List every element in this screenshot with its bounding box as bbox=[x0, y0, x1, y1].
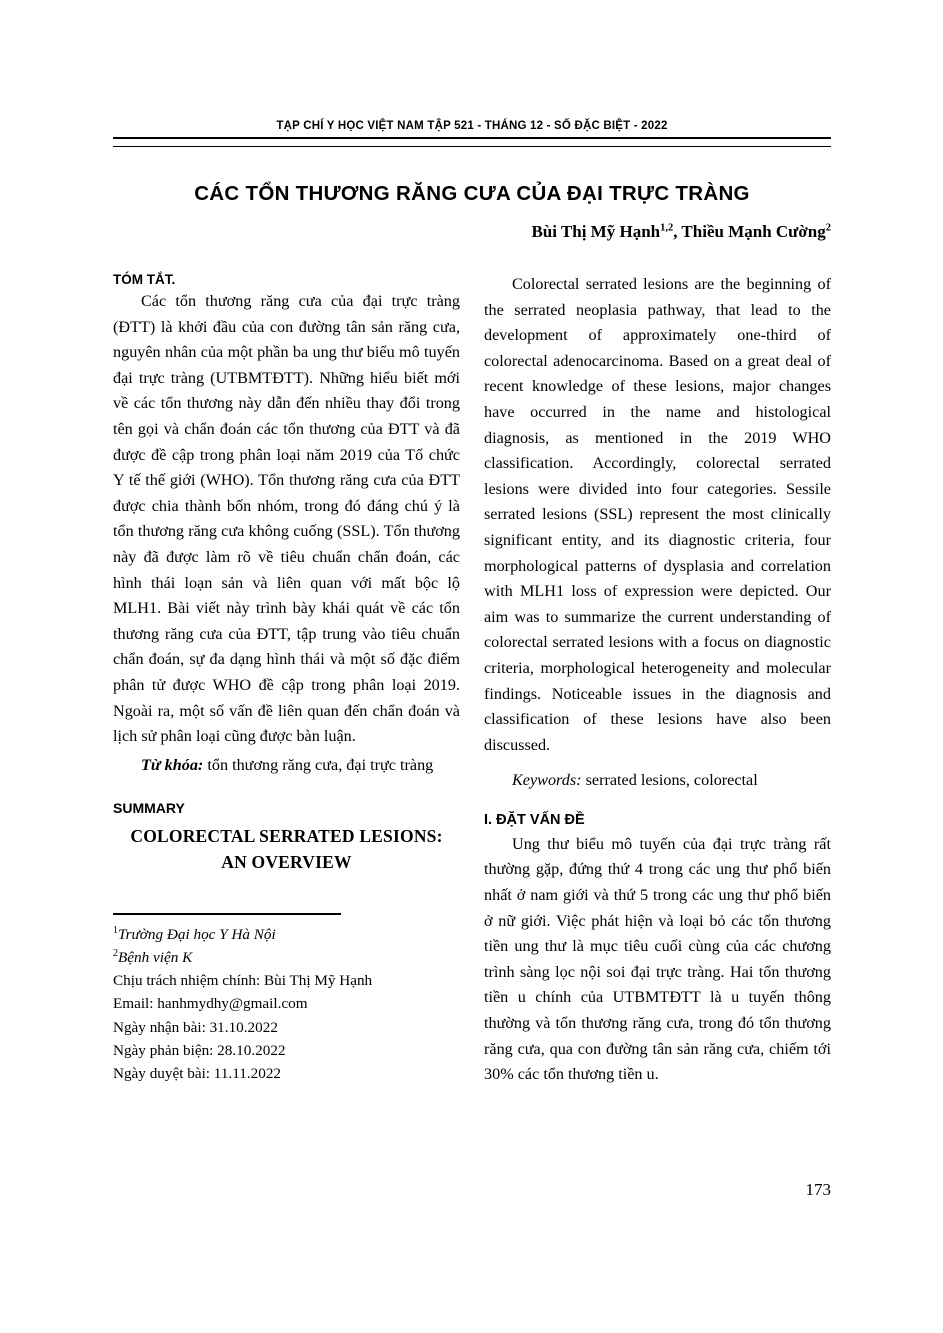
date-received: Ngày nhận bài: 31.10.2022 bbox=[113, 1018, 278, 1036]
right-column bbox=[484, 272, 831, 1088]
affiliation-1-text: Trường Đại học Y Hà Nội bbox=[118, 926, 276, 944]
summary-label: SUMMARY bbox=[113, 800, 185, 817]
corresponding-author: Chịu trách nhiệm chính: Bùi Thị Mỹ Hạnh bbox=[113, 972, 373, 990]
summary-title-line1: COLORECTAL SERRATED LESIONS: bbox=[130, 826, 443, 847]
abstract-en: Colorectal serrated lesions are the beginning of the serrated neoplasia pathway, that lead to the development of approximately one-third of colorectal adenocarcinoma. Based on a great deal of recent knowledge of these lesions, major changes have occurred in the name and histological diagnosis, as mentioned in the 2019 WHO classification. Accordingly, colorectal serrated lesions were divided into four categories. Sessile serrated lesions (SSL) represent the most clinically significant entity, and its diagnostic criteria, four morphological patterns of dysplasia and correlation with MLH1 loss of expression were depicted. Our aim was to summarize the current understanding of colorectal serrated lesions with a focus on diagnostic criteria, morphological heterogeneity and molecular findings. Noticeable issues in the diagnosis and classification of these lesions have also been discussed. bbox=[484, 275, 831, 754]
abstract-label: TÓM TẮT. bbox=[113, 272, 176, 287]
header-rule-thin bbox=[113, 146, 831, 147]
left-column bbox=[113, 272, 460, 1085]
date-accepted: Ngày duyệt bài: 11.11.2022 bbox=[113, 1064, 282, 1082]
section-heading-introduction: I. ĐẶT VẤN ĐỀ bbox=[484, 811, 585, 828]
footnote-block bbox=[113, 923, 460, 1085]
running-head: TẠP CHÍ Y HỌC VIỆT NAM TẬP 521 - THÁNG 12 - SỐ ĐẶC BIỆT - 2022 bbox=[276, 120, 668, 132]
keywords-en bbox=[484, 768, 831, 794]
affiliation-2 bbox=[113, 946, 460, 969]
summary-title-line2: AN OVERVIEW bbox=[221, 851, 352, 872]
introduction-text: Ung thư biểu mô tuyến của đại trực tràng rất thường gặp, đứng thứ 4 trong các ung thư phổ biến nhất ở nam giới và thứ 5 trong các ung thư phổ biến ở nữ giới. Việc phát hiện và loại bỏ các tổn thương tiền ung thư là mục tiêu cuối cùng của các chương trình sàng lọc nội soi đại trực tràng. Hai tổn thương tiền u chính của UTBMTĐTT là u tuyến thông thường và tổn thương răng cưa, trong đó tổn thương răng cưa, qua con đường tân sản răng cưa, chiếm tới 30% các tổn thương tiền u. bbox=[484, 834, 831, 1084]
affiliation-2-text: Bệnh viện K bbox=[118, 949, 193, 967]
page-number: 173 bbox=[805, 1180, 831, 1199]
keywords-vi-text: tổn thương răng cưa, đại trực tràng bbox=[203, 755, 434, 774]
affiliation-1 bbox=[113, 923, 460, 946]
affiliation-1-marker: 1 bbox=[113, 925, 118, 937]
keywords-en-label: Keywords: bbox=[512, 771, 582, 790]
date-reviewed: Ngày phản biện: 28.10.2022 bbox=[113, 1041, 286, 1059]
page-title: CÁC TỔN THƯƠNG RĂNG CƯA CỦA ĐẠI TRỰC TRÀNG bbox=[194, 181, 750, 205]
keywords-vi-label: Từ khóa: bbox=[141, 755, 204, 774]
keywords-en-text: serrated lesions, colorectal bbox=[581, 771, 758, 790]
summary-title bbox=[113, 824, 460, 875]
footnote-divider bbox=[113, 913, 341, 915]
corresponding-email: Email: hanhmydhy@gmail.com bbox=[113, 995, 308, 1013]
abstract-vi: Các tổn thương răng cưa của đại trực tràng (ĐTT) là khởi đầu của con đường tân sản răng cưa, nguyên nhân của một phần ba ung thư biểu mô tuyến đại trực tràng (UTBMTĐTT). Những hiểu biết mới về các tổn thương này dẫn đến nhiều thay đổi trong tên gọi và chẩn đoán các tổn thương của ĐTT và đã được đề cập trong phân loại năm 2019 của Tổ chức Y tế thế giới (WHO). Tổn thương răng cưa của ĐTT được chia thành bốn nhóm, trong đó đáng chú ý là tổn thương răng cưa không cuống (SSL). Tổn thương này đã được làm rõ về tiêu chuẩn chẩn đoán, các hình thái loạn sản và liên quan với mất bộc lộ MLH1. Bài viết này trình bày khái quát về các tổn thương răng cưa của ĐTT, tập trung vào tiêu chuẩn chẩn đoán, sự đa dạng hình thái và một số đặc điểm phân tử được WHO đề cập trong phân loại 2019. Ngoài ra, một số vấn đề liên quan đến chẩn đoán và lịch sử phân loại cũng được bàn luận. bbox=[113, 292, 460, 746]
author-list: Bùi Thị Mỹ Hạnh$^{1,2}$, Thiều Mạnh Cường$^2$ bbox=[531, 222, 831, 241]
affiliation-2-marker: 2 bbox=[113, 948, 118, 960]
keywords-vi bbox=[113, 753, 460, 779]
header-rule-thick bbox=[113, 137, 831, 139]
